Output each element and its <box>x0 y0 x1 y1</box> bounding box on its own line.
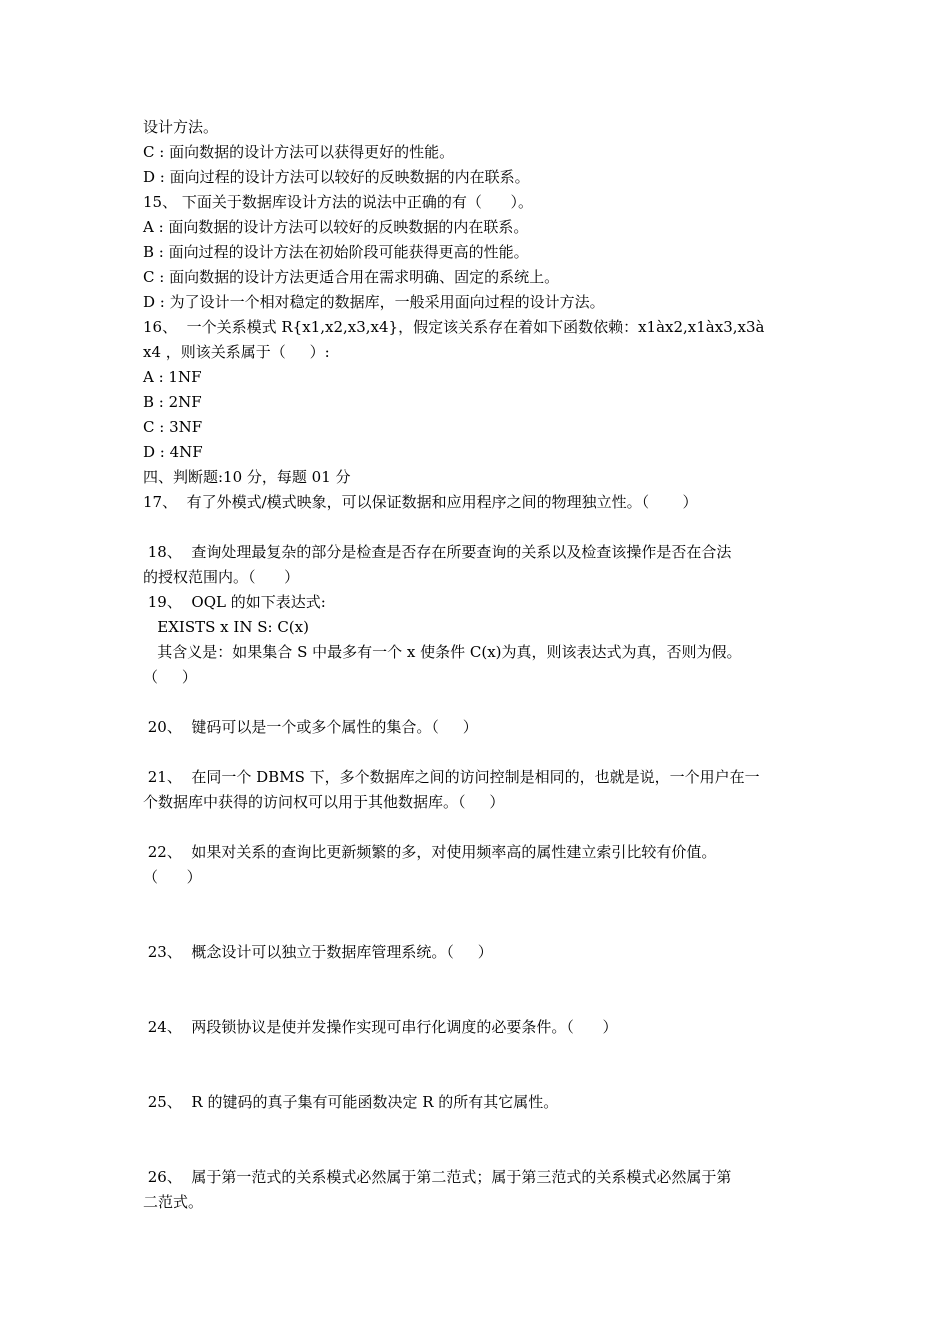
question-23: 23、 概念设计可以独立于数据库管理系统。（ ） <box>143 943 493 961</box>
question-22: 22、 如果对关系的查询比更新频繁的多，对使用频率高的属性建立索引比较有价值。 <box>143 843 717 861</box>
option-a-line: A : 面向数据的设计方法可以较好的反映数据的内在联系。 <box>143 218 529 236</box>
option-b-line: B : 2NF <box>143 393 202 411</box>
question-15: 15、 下面关于数据库设计方法的说法中正确的有（ ）。 <box>143 193 533 211</box>
text-line: 设计方法。 <box>143 118 219 136</box>
question-22-cont: （ ） <box>143 868 202 886</box>
question-24: 24、 两段锁协议是使并发操作实现可串行化调度的必要条件。（ ） <box>143 1018 618 1036</box>
question-17: 17、 有了外模式/模式映象，可以保证数据和应用程序之间的物理独立性。（ ） <box>143 493 698 511</box>
question-25: 25、 R 的键码的真子集有可能函数决定 R 的所有其它属性。 <box>143 1093 559 1111</box>
question-16: 16、 一个关系模式 R{x1,x2,x3,x4}，假定该关系存在着如下函数依赖：x1àx2,x1àx3,x3à <box>143 318 765 336</box>
question-18-cont: 的授权范围内。（ ） <box>143 568 300 586</box>
option-d-line: D : 面向过程的设计方法可以较好的反映数据的内在联系。 <box>143 168 530 186</box>
option-c-line: C : 3NF <box>143 418 203 436</box>
section-heading: 四、判断题:10 分，每题 01 分 <box>143 468 351 486</box>
question-20: 20、 键码可以是一个或多个属性的集合。（ ） <box>143 718 478 736</box>
question-26: 26、 属于第一范式的关系模式必然属于第二范式；属于第三范式的关系模式必然属于第 <box>143 1168 732 1186</box>
option-c-line: C : 面向数据的设计方法可以获得更好的性能。 <box>143 143 455 161</box>
question-26-cont: 二范式。 <box>143 1193 204 1211</box>
option-c-line: C : 面向数据的设计方法更适合用在需求明确、固定的系统上。 <box>143 268 560 286</box>
question-21: 21、 在同一个 DBMS 下，多个数据库之间的访问控制是相同的，也就是说，一个用户在一 <box>143 768 760 786</box>
option-d-line: D : 4NF <box>143 443 203 461</box>
option-b-line: B : 面向过程的设计方法在初始阶段可能获得更高的性能。 <box>143 243 529 261</box>
question-19-expression: EXISTS x IN S: C(x) <box>143 618 309 636</box>
question-19-cont: （ ） <box>143 668 197 686</box>
option-a-line: A : 1NF <box>143 368 202 386</box>
question-16-cont: x4 ，则该关系属于（ ）: <box>143 343 330 361</box>
question-18: 18、 查询处理最复杂的部分是检查是否存在所要查询的关系以及检查该操作是否在合法 <box>143 543 732 561</box>
question-19-meaning: 其含义是：如果集合 S 中最多有一个 x 使条件 C(x)为真，则该表达式为真，否则为假。 <box>143 643 742 661</box>
option-d-line: D : 为了设计一个相对稳定的数据库，一般采用面向过程的设计方法。 <box>143 293 605 311</box>
question-21-cont: 个数据库中获得的访问权可以用于其他数据库。（ ） <box>143 793 505 811</box>
question-19: 19、 OQL 的如下表达式: <box>143 593 326 611</box>
